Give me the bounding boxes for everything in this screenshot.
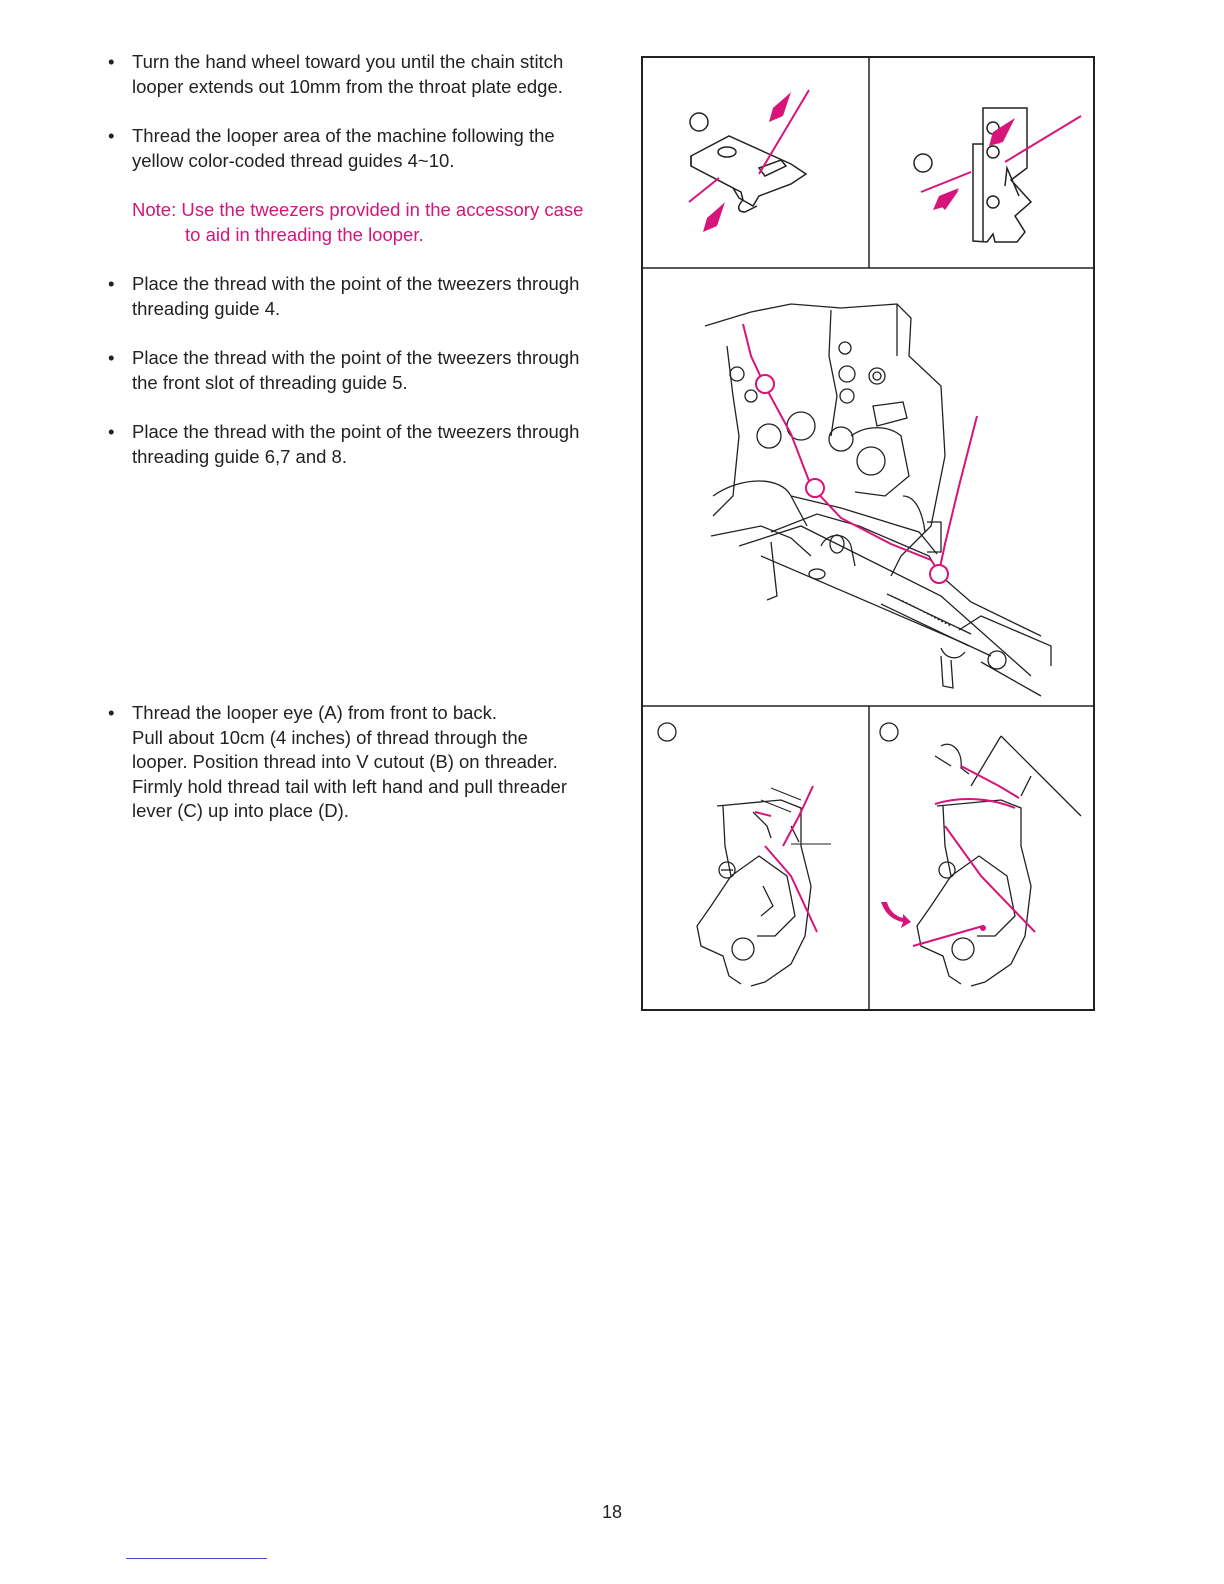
instruction-text: threading guide 6,7 and 8.: [132, 445, 347, 467]
instruction-6: [108, 701, 628, 824]
instruction-text: Place the thread with the point of the tweezers through: [132, 273, 580, 294]
instruction-text: threading guide 4.: [132, 297, 281, 319]
bullet-marker: •: [108, 125, 115, 146]
threading-illustrations: [641, 56, 1095, 1011]
bullet-marker: •: [108, 702, 115, 723]
looper-eye-illustration: [658, 723, 811, 986]
step-marker-circle: [690, 113, 708, 131]
bullet-marker: •: [108, 273, 115, 294]
instruction-text: looper extends out 10mm from the throat plate edge.: [132, 75, 563, 97]
direction-arrow-icon: [881, 902, 986, 931]
instruction-3: [108, 272, 628, 321]
instruction-text: looper. Position thread into V cutout (B) on threader.: [132, 751, 558, 772]
note-line-1: Note: Use the tweezers provided in the accessory case: [132, 199, 584, 220]
instruction-5: [108, 420, 628, 469]
page-number: 18: [601, 1502, 623, 1522]
guide-plate-illustration: [690, 113, 806, 212]
instruction-text: the front slot of threading guide 5.: [132, 371, 408, 393]
looper-mechanism-illustration: [705, 304, 1051, 696]
footer-rule: [126, 1558, 267, 1559]
tweezers-note: [132, 198, 583, 247]
step-marker-circle: [914, 154, 932, 172]
bullet-marker: •: [108, 347, 115, 368]
illustration-panel: [641, 56, 1095, 1011]
note-line-2: to aid in threading the looper.: [185, 223, 424, 245]
thread-path: [689, 90, 809, 202]
instruction-text: Thread the looper eye (A) from front to back.: [132, 702, 498, 723]
thread-path: [743, 324, 977, 572]
direction-arrow-icon: [933, 118, 1015, 210]
threader-lever-illustration: [880, 723, 1081, 986]
instruction-1: [108, 50, 628, 99]
instruction-text: lever (C) up into place (D).: [132, 800, 349, 821]
instruction-text: Firmly hold thread tail with left hand and pull threader: [132, 775, 567, 797]
instruction-2: [108, 124, 628, 173]
instruction-text: yellow color-coded thread guides 4~10.: [132, 149, 455, 171]
step-marker-circle: [880, 723, 898, 741]
bullet-marker: •: [108, 51, 115, 72]
instruction-text: Place the thread with the point of the tweezers through: [132, 421, 580, 442]
thread-path: [913, 766, 1035, 946]
instruction-text: Thread the looper area of the machine following the: [132, 125, 555, 146]
instruction-text: Turn the hand wheel toward you until the chain stitch: [132, 51, 564, 72]
instruction-text: Place the thread with the point of the tweezers through: [132, 347, 580, 368]
guide-bracket-illustration: [914, 108, 1031, 242]
bullet-marker: •: [108, 421, 115, 442]
step-marker-circle: [658, 723, 676, 741]
instruction-4: [108, 346, 628, 395]
instruction-text: Pull about 10cm (4 inches) of thread through the: [132, 726, 528, 748]
